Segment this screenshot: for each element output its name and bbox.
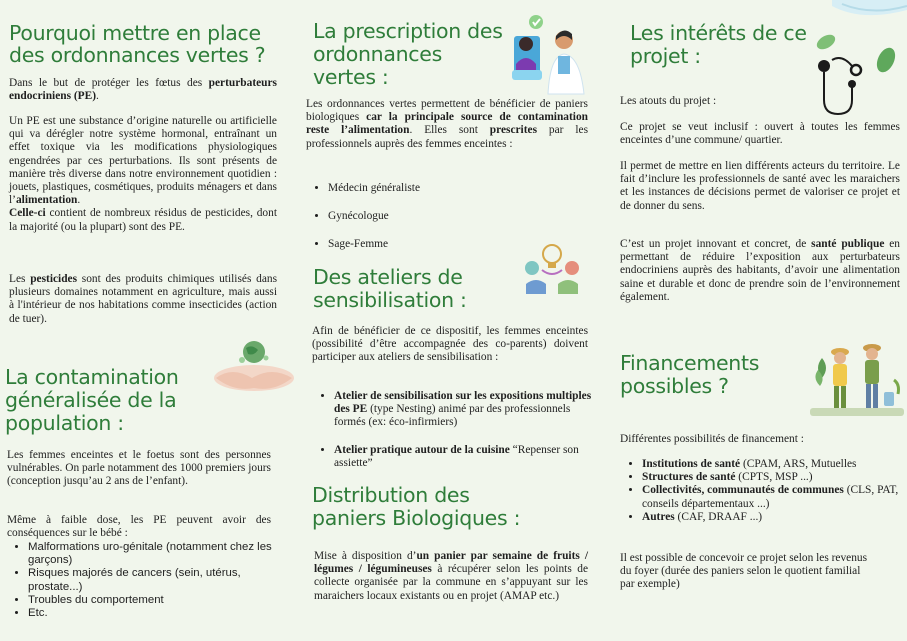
paragraph-innovative: C’est un projet innovant et concret, de santé publique en permettant de réduire l’exposition aux perturbateurs endocriniens auprès des habitants, d’avoir une alimentation saine et durable et donc de prendre soin de l’environnement également. <box>620 238 900 303</box>
list-item: • Etc. <box>28 607 278 620</box>
paragraph-workshops: Afin de bénéficier de ce dispositif, les femmes enceintes (possibilité d’être accompagnée des co-parents) doivent participer aux ateliers de sensibilisation : <box>312 325 588 364</box>
section-title-distribution: Distribution des paniers Biologiques : <box>312 483 521 530</box>
section-title-why: Pourquoi mettre en place des ordonnances vertes ? <box>9 21 266 67</box>
column-1 <box>0 0 300 641</box>
list-item: • Collectivités, communautés de communes (CLS, PAT, conseils départementaux ...) <box>642 484 907 510</box>
section-title-workshops: Des ateliers de sensibilisation : <box>313 265 467 312</box>
list-item: • Autres (CAF, DRAAF ...) <box>642 511 907 524</box>
paragraph-vulnerable: Les femmes enceintes et le foetus sont des personnes vulnérables. On parle notamment des 1000 premiers jours (conception jusqu’au 2 ans de l’enfant). <box>7 449 271 488</box>
hands-globe-illustration <box>212 338 296 394</box>
paragraph-actors: Il permet de mettre en lien différents acteurs du territoire. Le fait d’inclure les professionnels de santé avec les maraichers et les instances de décisions permet de valoriser ce projet et de donner du sens. <box>620 160 900 212</box>
list-item: • Sage-Femme <box>328 238 578 251</box>
list-item: • Atelier pratique autour de la cuisine “Repenser son assiette” <box>334 444 596 470</box>
list-item: • Gynécologue <box>328 210 578 223</box>
paragraph-pesticides: Les pesticides sont des produits chimiques utilisés dans plusieurs domaines notamment en agriculture, mais aussi à l'intérieur de nos habitations comme insecticides (action de tuer). <box>9 273 277 325</box>
paragraph-pe-definition: Un PE est une substance d’origine naturelle ou artificielle qui va dérégler notre système hormonal, entraînant un effet toxique via les modifications physiologiques engendrées par ces perturbations. Ils sont présents de manière très diverse dans notre environnement quotidien : jouets, plastiques, cosmétiques, produits ménagers et dans l’alimentation. Celle-ci contient de nombreux résidus de pesticides, dont la majorité (ou la plupart) sont des PE. <box>9 115 277 233</box>
funding-list <box>624 458 907 524</box>
section-title-interests: Les intérêts de ce projet : <box>630 21 807 68</box>
consequences-list <box>10 541 278 620</box>
section-title-funding: Financements possibles ? <box>620 351 760 398</box>
paragraph-funding-intro: Différentes possibilités de financement : <box>620 433 804 445</box>
list-item: • Institutions de santé (CPAM, ARS, Mutuelles <box>642 458 907 471</box>
paragraph-distribution: Mise à disposition d’un panier par semaine de fruits / légumes / légumineuses à récupérer selon les points de collecte organisée par la commune en s’appuyant sur les maraichers locaux existants ou en projet (AMAP etc.) <box>314 550 588 602</box>
list-item: • Atelier de sensibilisation sur les expositions multiples des PE (type Nesting) animé par des professionnels formés (ex: éco-infirmiers) <box>334 390 596 430</box>
list-item: • Structures de santé (CPTS, MSP ...) <box>642 471 907 484</box>
paragraph-income: Il est possible de concevoir ce projet selon les revenus du foyer (durée des paniers selon le quotient familial par exemple) <box>620 552 868 591</box>
paragraph-inclusive: Ce projet se veut inclusif : ouvert à toutes les femmes enceintes d’une commune/ quartier. <box>620 121 900 147</box>
list-item: • Médecin généraliste <box>328 182 578 195</box>
ideas-illustration <box>522 240 582 302</box>
gardeners-illustration <box>810 338 904 420</box>
column-2 <box>300 0 606 641</box>
section-title-contamination: La contamination généralisée de la population : <box>5 365 179 435</box>
workshops-list <box>316 390 596 470</box>
list-item: • Malformations uro-génitale (notamment chez les garçons) <box>28 541 278 567</box>
list-item: • Troubles du comportement <box>28 594 278 607</box>
list-item: • Risques majorés de cancers (sein, utérus, prostate...) <box>28 567 278 593</box>
section-title-prescription: La prescription des ordonnances vertes : <box>313 19 503 89</box>
paragraph-prescription: Les ordonnances vertes permettent de bénéficier de paniers biologiques car la principale source de contamination reste l’alimentation. Elles sont prescrites par les professionnels auprès des femmes enceintes : <box>306 98 589 150</box>
paragraph-assets: Les atouts du projet : <box>620 95 717 107</box>
paragraph-consequences: Même à faible dose, les PE peuvent avoir des conséquences sur le bébé : <box>7 514 271 540</box>
column-3 <box>606 0 907 641</box>
doctor-patient-illustration <box>506 14 596 100</box>
paragraph-purpose: Dans le but de protéger les fœtus des perturbateurs endocriniens (PE). <box>9 77 277 103</box>
